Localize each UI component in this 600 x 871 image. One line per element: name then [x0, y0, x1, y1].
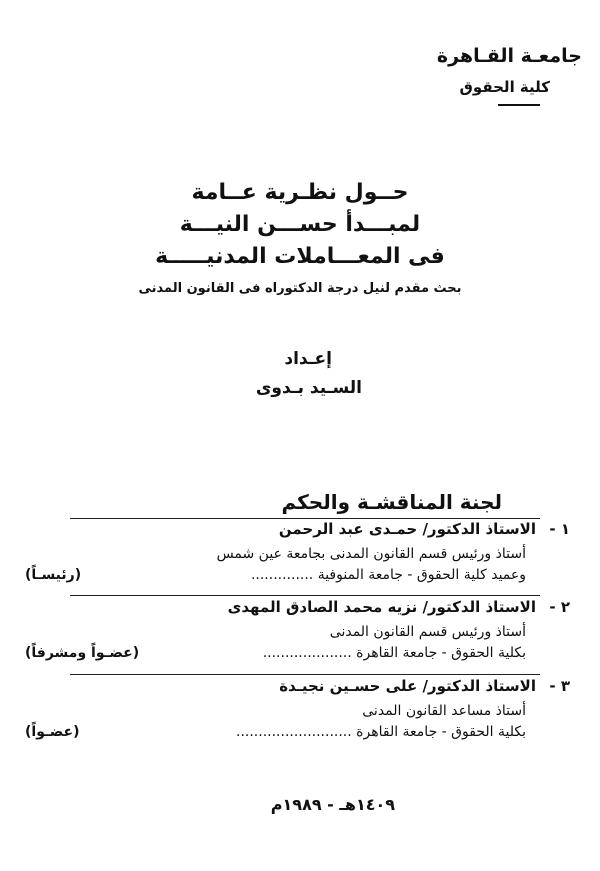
prepared-by-label: إعـداد	[284, 349, 332, 369]
member-affiliation-line	[25, 643, 570, 664]
document-date: ١٤٠٩هـ - ١٩٨٩م	[270, 795, 395, 814]
committee-heading: لجنة المناقشـة والحكم	[281, 490, 502, 514]
faculty-name: كلية الحقوق	[459, 78, 550, 96]
member-number: ٣ -	[549, 677, 570, 695]
member-affiliation: بكلية الحقوق - جامعة القاهرة ..........................	[236, 724, 526, 740]
committee-member	[25, 520, 570, 586]
member-title-line: أستاذ ورئيس قسم القانون المدنى بجامعة عين شمس	[216, 546, 526, 562]
member-affiliation-line	[25, 565, 570, 586]
member-name: الاستاذ الدكتور/ نزيه محمد الصادق المهدى	[227, 598, 536, 616]
divider	[70, 674, 540, 675]
member-title-line: أستاذ ورئيس قسم القانون المدنى	[329, 624, 526, 640]
member-affiliation-line	[25, 722, 570, 743]
divider	[70, 595, 540, 596]
thesis-subtitle: بحث مقدم لنيل درجة الدكتوراه فى القانون المدنى	[138, 281, 462, 296]
member-role: (رئيسـاً)	[25, 567, 82, 583]
committee-member	[25, 677, 570, 743]
header-underline	[498, 104, 540, 106]
member-name: الاستاذ الدكتور/ على حسـين نجيـدة	[279, 677, 536, 695]
university-name: جامعـة القـاهرة	[436, 45, 582, 67]
member-role: (عضـواً ومشرفاً)	[25, 645, 140, 661]
committee-member	[25, 598, 570, 664]
author-name: السـيد بـدوى	[255, 378, 362, 398]
title-line-3: فى المعـــاملات المدنيـــــة	[155, 244, 445, 269]
member-number: ٢ -	[549, 598, 570, 616]
member-role: (عضـواً)	[25, 724, 80, 740]
member-number: ١ -	[549, 520, 570, 538]
title-line-1: حــول نظـرية عــامة	[191, 180, 409, 205]
member-affiliation: وعميد كلية الحقوق - جامعة المنوفية ..............	[250, 567, 526, 583]
member-affiliation: بكلية الحقوق - جامعة القاهرة ....................	[262, 645, 526, 661]
title-line-2: لمبـــدأ حســـن النيـــة	[179, 212, 421, 237]
member-title-line: أستاذ مساعد القانون المدنى	[362, 703, 526, 719]
divider	[70, 518, 540, 519]
member-name: الاستاذ الدكتور/ حمـدى عبد الرحمن	[278, 520, 536, 538]
